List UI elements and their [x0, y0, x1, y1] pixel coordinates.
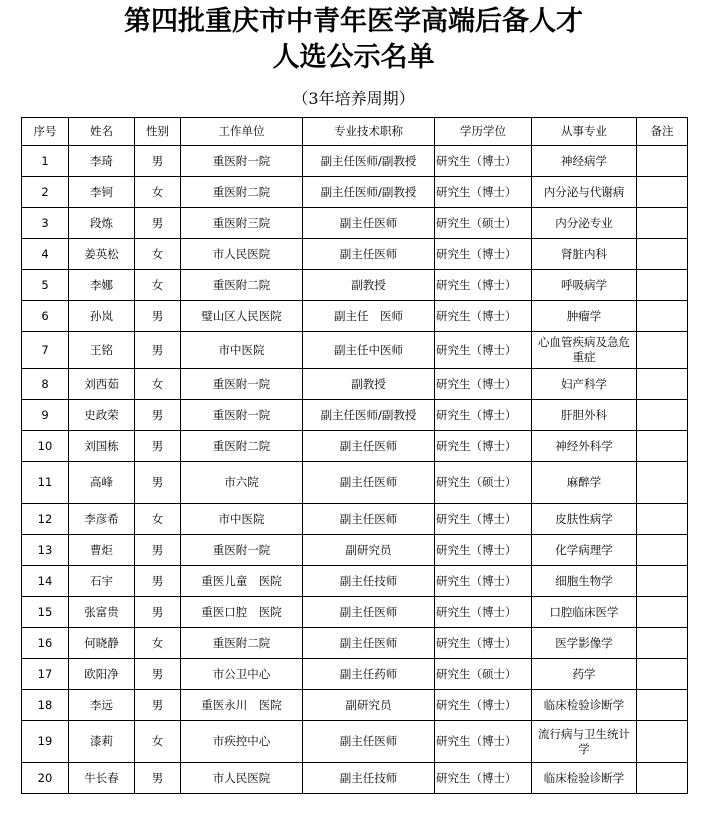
cell-unit: 重医永川 医院 — [181, 690, 303, 721]
cell-gender: 女 — [135, 177, 181, 208]
cell-gender: 男 — [135, 535, 181, 566]
cell-note — [637, 177, 688, 208]
cell-unit: 重医口腔 医院 — [181, 597, 303, 628]
cell-note — [637, 721, 688, 763]
cell-title: 副主任中医师 — [303, 332, 435, 369]
header-gender: 性别 — [135, 118, 181, 146]
cell-name: 何晓静 — [69, 628, 135, 659]
cell-gender: 男 — [135, 597, 181, 628]
cell-name: 姜英松 — [69, 239, 135, 270]
cell-degree: 研究生（硕士） — [435, 208, 532, 239]
cell-degree: 研究生（博士） — [435, 721, 532, 763]
cell-note — [637, 369, 688, 400]
table-row — [22, 208, 688, 239]
cell-name: 李琦 — [69, 146, 135, 177]
table-row — [22, 690, 688, 721]
cell-note — [637, 431, 688, 462]
cell-title: 副主任医师 — [303, 462, 435, 504]
cell-name: 李彦希 — [69, 504, 135, 535]
header-no: 序号 — [22, 118, 69, 146]
cell-note — [637, 628, 688, 659]
cell-degree: 研究生（博士） — [435, 535, 532, 566]
cell-degree: 研究生（博士） — [435, 566, 532, 597]
cell-name: 欧阳净 — [69, 659, 135, 690]
cell-no: 19 — [22, 721, 69, 763]
cell-unit: 重医附一院 — [181, 400, 303, 431]
cell-unit: 重医附一院 — [181, 369, 303, 400]
cell-unit: 重医附二院 — [181, 177, 303, 208]
table-row — [22, 270, 688, 301]
cell-name: 牛长春 — [69, 763, 135, 794]
cell-specialty: 药学 — [532, 659, 637, 690]
cell-no: 18 — [22, 690, 69, 721]
cell-no: 11 — [22, 462, 69, 504]
cell-unit: 重医附三院 — [181, 208, 303, 239]
cell-no: 2 — [22, 177, 69, 208]
header-unit: 工作单位 — [181, 118, 303, 146]
table-row — [22, 462, 688, 504]
cell-degree: 研究生（博士） — [435, 369, 532, 400]
table-row — [22, 431, 688, 462]
cell-specialty: 内分泌专业 — [532, 208, 637, 239]
cell-title: 副主任技师 — [303, 566, 435, 597]
cell-degree: 研究生（博士） — [435, 597, 532, 628]
cell-note — [637, 535, 688, 566]
cell-title: 副主任医师 — [303, 208, 435, 239]
cell-degree: 研究生（博士） — [435, 301, 532, 332]
table-row — [22, 239, 688, 270]
cell-name: 李钶 — [69, 177, 135, 208]
cell-note — [637, 400, 688, 431]
cell-gender: 女 — [135, 270, 181, 301]
cell-unit: 市中医院 — [181, 332, 303, 369]
cell-title: 副主任医师 — [303, 597, 435, 628]
cell-degree: 研究生（博士） — [435, 400, 532, 431]
cell-gender: 男 — [135, 659, 181, 690]
cell-gender: 男 — [135, 146, 181, 177]
cell-degree: 研究生（博士） — [435, 332, 532, 369]
cell-name: 李远 — [69, 690, 135, 721]
cell-title: 副教授 — [303, 369, 435, 400]
cell-specialty: 皮肤性病学 — [532, 504, 637, 535]
cell-name: 刘西茹 — [69, 369, 135, 400]
cell-unit: 璧山区人民医院 — [181, 301, 303, 332]
cell-no: 15 — [22, 597, 69, 628]
cell-specialty: 流行病与卫生统计学 — [532, 721, 637, 763]
cell-specialty: 临床检验诊断学 — [532, 763, 637, 794]
cell-note — [637, 597, 688, 628]
cell-unit: 市六院 — [181, 462, 303, 504]
cell-degree: 研究生（硕士） — [435, 462, 532, 504]
table-row — [22, 659, 688, 690]
cell-no: 16 — [22, 628, 69, 659]
table-row — [22, 400, 688, 431]
cell-no: 6 — [22, 301, 69, 332]
cell-specialty: 化学病理学 — [532, 535, 637, 566]
subtitle: （3年培养周期） — [292, 89, 415, 108]
cell-unit: 市人民医院 — [181, 239, 303, 270]
cell-unit: 重医附二院 — [181, 270, 303, 301]
cell-no: 10 — [22, 431, 69, 462]
cell-note — [637, 332, 688, 369]
cell-gender: 男 — [135, 566, 181, 597]
cell-unit: 重医附一院 — [181, 146, 303, 177]
page-title-line-2: 人选公示名单 — [272, 42, 435, 73]
cell-no: 3 — [22, 208, 69, 239]
cell-title: 副主任医师/副教授 — [303, 146, 435, 177]
cell-note — [637, 690, 688, 721]
cell-unit: 市疾控中心 — [181, 721, 303, 763]
cell-gender: 男 — [135, 763, 181, 794]
table-row — [22, 763, 688, 794]
cell-no: 8 — [22, 369, 69, 400]
cell-note — [637, 239, 688, 270]
header-title: 专业技术职称 — [303, 118, 435, 146]
cell-gender: 女 — [135, 369, 181, 400]
cell-name: 段炼 — [69, 208, 135, 239]
cell-name: 史政荣 — [69, 400, 135, 431]
cell-no: 7 — [22, 332, 69, 369]
cell-note — [637, 301, 688, 332]
cell-no: 14 — [22, 566, 69, 597]
cell-gender: 男 — [135, 690, 181, 721]
cell-title: 副主任医师 — [303, 431, 435, 462]
cell-note — [637, 763, 688, 794]
cell-degree: 研究生（博士） — [435, 690, 532, 721]
table-header-row — [22, 118, 688, 146]
cell-specialty: 细胞生物学 — [532, 566, 637, 597]
cell-title: 副主任医师/副教授 — [303, 400, 435, 431]
cell-specialty: 妇产科学 — [532, 369, 637, 400]
cell-gender: 男 — [135, 332, 181, 369]
cell-gender: 女 — [135, 239, 181, 270]
cell-title: 副主任医师/副教授 — [303, 177, 435, 208]
table-row — [22, 369, 688, 400]
table-row — [22, 146, 688, 177]
cell-degree: 研究生（博士） — [435, 431, 532, 462]
cell-note — [637, 208, 688, 239]
cell-title: 副研究员 — [303, 535, 435, 566]
cell-specialty: 口腔临床医学 — [532, 597, 637, 628]
cell-unit: 市公卫中心 — [181, 659, 303, 690]
cell-specialty: 内分泌与代谢病 — [532, 177, 637, 208]
cell-no: 17 — [22, 659, 69, 690]
cell-note — [637, 146, 688, 177]
cell-specialty: 心血管疾病及急危重症 — [532, 332, 637, 369]
cell-title: 副主任医师 — [303, 628, 435, 659]
cell-name: 漆莉 — [69, 721, 135, 763]
cell-specialty: 神经外科学 — [532, 431, 637, 462]
cell-title: 副教授 — [303, 270, 435, 301]
cell-name: 曹炬 — [69, 535, 135, 566]
table-row — [22, 535, 688, 566]
cell-no: 5 — [22, 270, 69, 301]
table-row — [22, 332, 688, 369]
cell-gender: 女 — [135, 628, 181, 659]
cell-title: 副研究员 — [303, 690, 435, 721]
cell-title: 副主任医师 — [303, 239, 435, 270]
cell-no: 20 — [22, 763, 69, 794]
cell-degree: 研究生（博士） — [435, 146, 532, 177]
cell-gender: 男 — [135, 462, 181, 504]
cell-no: 9 — [22, 400, 69, 431]
cell-note — [637, 462, 688, 504]
candidate-table — [21, 117, 688, 794]
cell-title: 副主任 医师 — [303, 301, 435, 332]
cell-name: 李娜 — [69, 270, 135, 301]
cell-no: 12 — [22, 504, 69, 535]
table-row — [22, 721, 688, 763]
cell-specialty: 肝胆外科 — [532, 400, 637, 431]
cell-gender: 男 — [135, 400, 181, 431]
cell-title: 副主任医师 — [303, 504, 435, 535]
cell-specialty: 临床检验诊断学 — [532, 690, 637, 721]
header-note: 备注 — [637, 118, 688, 146]
cell-no: 1 — [22, 146, 69, 177]
cell-title: 副主任医师 — [303, 721, 435, 763]
cell-specialty: 麻醉学 — [532, 462, 637, 504]
cell-degree: 研究生（博士） — [435, 763, 532, 794]
table-row — [22, 628, 688, 659]
cell-gender: 男 — [135, 301, 181, 332]
cell-unit: 重医附二院 — [181, 628, 303, 659]
header-name: 姓名 — [69, 118, 135, 146]
cell-name: 张富贵 — [69, 597, 135, 628]
cell-name: 高峰 — [69, 462, 135, 504]
cell-specialty: 呼吸病学 — [532, 270, 637, 301]
cell-degree: 研究生（博士） — [435, 270, 532, 301]
cell-note — [637, 504, 688, 535]
cell-gender: 女 — [135, 721, 181, 763]
cell-specialty: 神经病学 — [532, 146, 637, 177]
cell-unit: 市中医院 — [181, 504, 303, 535]
cell-no: 4 — [22, 239, 69, 270]
page-title-line-1: 第四批重庆市中青年医学高端后备人才 — [124, 6, 583, 37]
cell-title: 副主任技师 — [303, 763, 435, 794]
table-row — [22, 177, 688, 208]
header-degree: 学历学位 — [435, 118, 532, 146]
cell-gender: 女 — [135, 504, 181, 535]
table-row — [22, 597, 688, 628]
cell-name: 石宇 — [69, 566, 135, 597]
cell-unit: 重医儿童 医院 — [181, 566, 303, 597]
cell-specialty: 肿瘤学 — [532, 301, 637, 332]
table-row — [22, 301, 688, 332]
cell-name: 孙岚 — [69, 301, 135, 332]
cell-note — [637, 659, 688, 690]
cell-unit: 重医附一院 — [181, 535, 303, 566]
table-row — [22, 504, 688, 535]
cell-degree: 研究生（博士） — [435, 177, 532, 208]
cell-no: 13 — [22, 535, 69, 566]
cell-unit: 重医附二院 — [181, 431, 303, 462]
cell-degree: 研究生（博士） — [435, 504, 532, 535]
header-specialty: 从事专业 — [532, 118, 637, 146]
cell-note — [637, 566, 688, 597]
cell-degree: 研究生（硕士） — [435, 659, 532, 690]
cell-specialty: 医学影像学 — [532, 628, 637, 659]
cell-title: 副主任药师 — [303, 659, 435, 690]
cell-name: 王铭 — [69, 332, 135, 369]
cell-gender: 男 — [135, 208, 181, 239]
cell-degree: 研究生（博士） — [435, 239, 532, 270]
cell-name: 刘国栋 — [69, 431, 135, 462]
cell-specialty: 肾脏内科 — [532, 239, 637, 270]
cell-degree: 研究生（博士） — [435, 628, 532, 659]
cell-note — [637, 270, 688, 301]
cell-unit: 市人民医院 — [181, 763, 303, 794]
table-row — [22, 566, 688, 597]
cell-gender: 男 — [135, 431, 181, 462]
